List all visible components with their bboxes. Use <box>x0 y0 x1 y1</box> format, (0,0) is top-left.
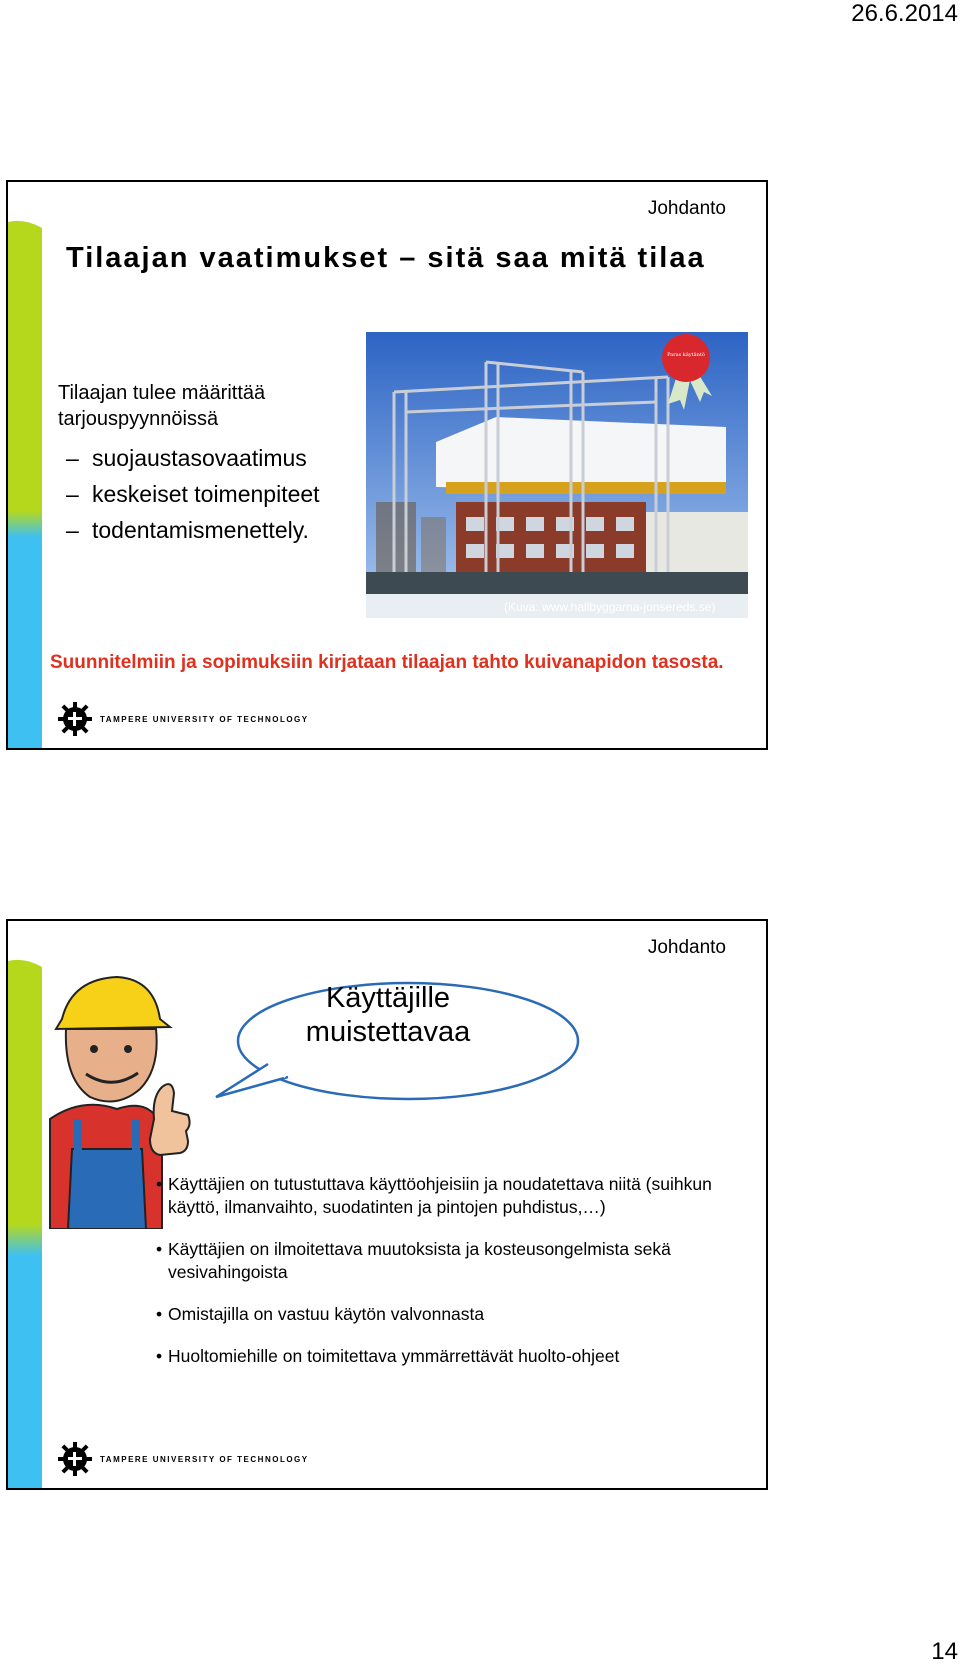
bubble-line: Käyttäjille <box>325 982 451 1014</box>
image-caption: (Kuva: www.hallbyggarna-jonsereds.se) <box>504 600 716 614</box>
requirement-list <box>66 440 320 548</box>
slide-1 <box>6 180 768 750</box>
dash-icon: – <box>66 445 79 471</box>
page-date: 26.6.2014 <box>851 0 958 27</box>
list-item <box>66 440 320 476</box>
bullet-text: Omistajilla on vastuu käytön valvonnasta <box>168 1304 485 1324</box>
section-label: Johdanto <box>647 937 726 958</box>
intro-text: Tilaajan tulee määrittää tarjouspyynnöissä <box>58 382 266 430</box>
slide-side-bar <box>8 182 42 748</box>
bullet-icon: • <box>156 1239 163 1259</box>
slide-side-bar <box>8 921 42 1488</box>
bullet-list <box>156 1173 736 1387</box>
bubble-line: muistettavaa <box>305 1016 471 1048</box>
university-logo <box>58 702 309 736</box>
list-item <box>66 476 320 512</box>
section-label: Johdanto <box>647 198 726 219</box>
scaffold-photo <box>366 332 748 618</box>
list-item-text: todentamismenettely. <box>92 517 309 543</box>
slide-title: Tilaajan vaatimukset – sitä saa mitä tilaa <box>66 242 706 274</box>
scaffold-illustration <box>366 332 748 618</box>
list-item-text: keskeiset toimenpiteet <box>92 481 320 507</box>
list-item <box>156 1173 736 1219</box>
logo-text: TAMPERE UNIVERSITY OF TECHNOLOGY <box>100 714 309 724</box>
list-item <box>66 512 320 548</box>
gear-logo-icon <box>58 1442 92 1476</box>
dash-icon: – <box>66 481 79 507</box>
logo-text: TAMPERE UNIVERSITY OF TECHNOLOGY <box>100 1454 309 1464</box>
dash-icon: – <box>66 517 79 543</box>
conclusion-text: Suunnitelmiin ja sopimuksiin kirjataan tilaajan tahto kuivanapidon tasosta. <box>50 652 724 673</box>
bullet-text: Käyttäjien on ilmoitettava muutoksista ja kosteusongelmista sekä vesivahingoista <box>168 1239 671 1282</box>
list-item <box>156 1345 736 1368</box>
list-item-text: suojaustasovaatimus <box>92 445 307 471</box>
seal-text: Paras käytäntö <box>667 352 705 358</box>
slide-2 <box>6 919 768 1490</box>
bullet-icon: • <box>156 1346 163 1366</box>
bullet-text: Käyttäjien on tutustuttava käyttöohjeisiin ja noudatettava niitä (suihkun käyttö, ilmanvaihto, suodatinten ja pintojen puhdistus,…) <box>168 1174 712 1217</box>
bubble-text <box>238 981 538 1049</box>
list-item <box>156 1238 736 1284</box>
bullet-text: Huoltomiehille on toimitettava ymmärrettävät huolto-ohjeet <box>168 1346 620 1366</box>
bullet-icon: • <box>156 1174 163 1194</box>
list-item <box>156 1303 736 1326</box>
bullet-icon: • <box>156 1304 163 1324</box>
page-number: 14 <box>931 1638 958 1665</box>
university-logo <box>58 1442 309 1476</box>
gear-logo-icon <box>58 702 92 736</box>
